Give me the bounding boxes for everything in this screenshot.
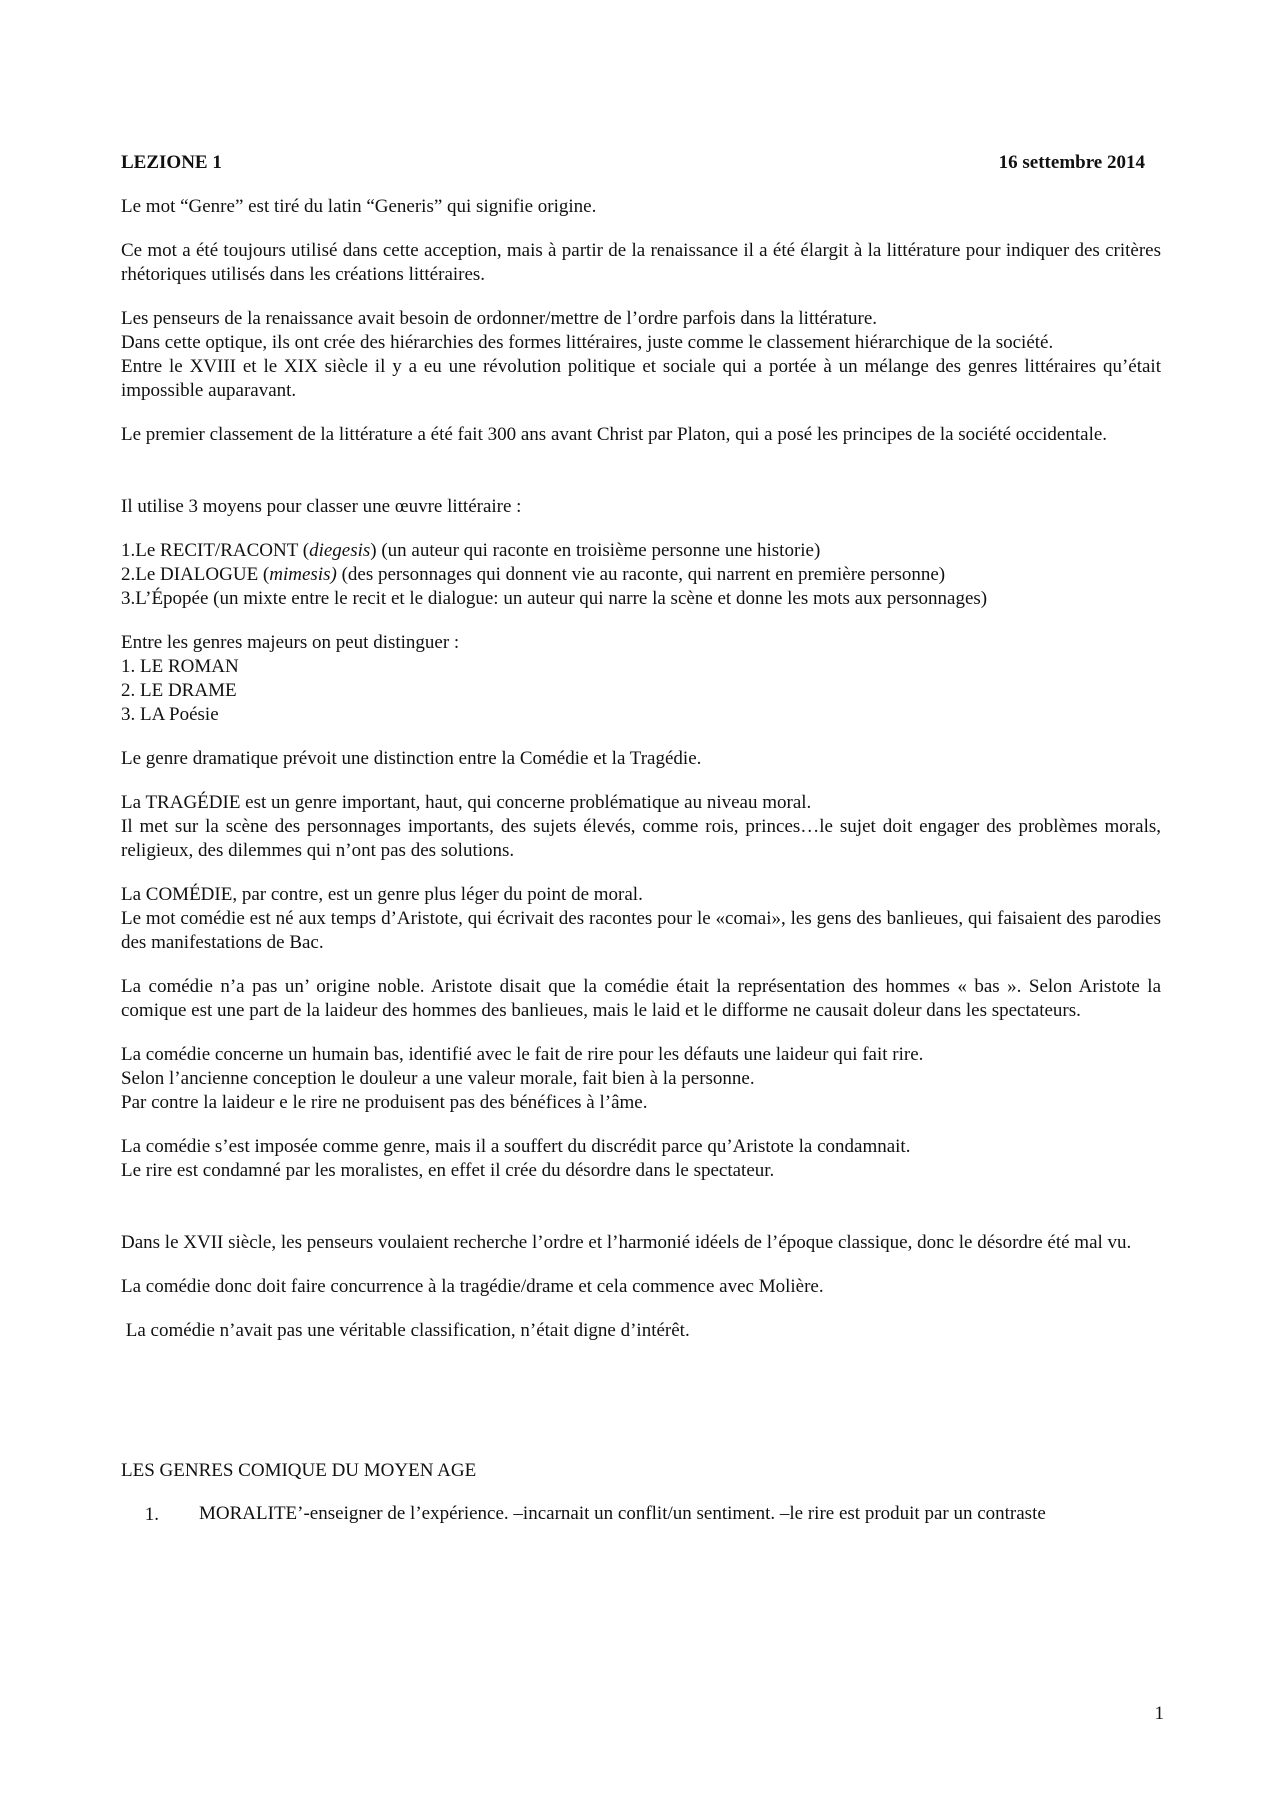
paragraph: Il met sur la scène des personnages importants, des sujets élevés, comme rois, princes…le sujet doit engager des problèmes morals, religieux, des dilemmes qui n’ont pas des solutions.: [121, 816, 1161, 861]
paragraph: La comédie donc doit faire concurrence à la tragédie/drame et cela commence avec Molière.: [121, 1276, 824, 1297]
moyens-list: [121, 539, 1161, 611]
paragraph: Le premier classement de la littérature a été fait 300 ans avant Christ par Platon, qui a posé les principes de la société occidentale.: [121, 424, 1108, 445]
paragraph: Entre les genres majeurs on peut distinguer :: [121, 632, 460, 653]
paragraph: La TRAGÉDIE est un genre important, haut, qui concerne problématique au niveau moral.: [121, 792, 812, 813]
page-number: 1: [1154, 1703, 1164, 1724]
paragraph: Le genre dramatique prévoit une distinction entre la Comédie et la Tragédie.: [121, 748, 702, 769]
lesson-date: 16 settembre 2014: [998, 152, 1145, 173]
list-item: 2.Le DIALOGUE (mimesis) (des personnages qui donnent vie au raconte, qui narrent en première personne): [121, 564, 946, 585]
paragraph: La comédie n’a pas un’ origine noble. Aristote disait que la comédie était la représentation des hommes « bas ». Selon Aristote la comique est une part de la laideur des hommes des banlieues, mais le laid et le difforme ne causait doleur dans les spectateurs.: [121, 976, 1161, 1021]
document-body: [121, 151, 1161, 1529]
list-item: 1.Le RECIT/RACONT (diegesis) (un auteur qui raconte en troisième personne une historie): [121, 540, 821, 561]
list-number: 1.: [144, 1504, 159, 1525]
paragraph: Les penseurs de la renaissance avait besoin de ordonner/mettre de l’ordre parfois dans la littérature.: [121, 308, 878, 329]
paragraph: Il utilise 3 moyens pour classer une œuvre littéraire :: [121, 496, 522, 517]
paragraph: Dans cette optique, ils ont crée des hiérarchies des formes littéraires, juste comme le classement hiérarchique de la société.: [121, 332, 1054, 353]
list-item: [121, 1503, 1161, 1529]
paragraph: Dans le XVII siècle, les penseurs voulaient recherche l’ordre et l’harmonié idéels de l’époque classique, donc le désordre été mal vu.: [121, 1232, 1132, 1253]
list-item: 2. LE DRAME: [121, 680, 237, 701]
lesson-title: LEZIONE 1: [121, 152, 222, 173]
paragraph: Le rire est condamné par les moralistes, en effet il crée du désordre dans le spectateur.: [121, 1160, 775, 1181]
paragraph: La comédie n’avait pas une véritable classification, n’était digne d’intérêt.: [121, 1320, 690, 1341]
paragraph: Par contre la laideur e le rire ne produisent pas des bénéfices à l’âme.: [121, 1092, 648, 1113]
list-item: 1. LE ROMAN: [121, 656, 239, 677]
paragraph: Ce mot a été toujours utilisé dans cette acception, mais à partir de la renaissance il a été élargit à la littérature pour indiquer des critères rhétoriques utilisés dans les créations littéraires.: [121, 240, 1161, 285]
paragraph: Le mot “Genre” est tiré du latin “Generis” qui signifie origine.: [121, 196, 597, 217]
paragraph: Entre le XVIII et le XIX siècle il y a eu une révolution politique et sociale qui a portée à un mélange des genres littéraires qu’était impossible auparavant.: [121, 356, 1161, 401]
list-item: 3. LA Poésie: [121, 704, 219, 725]
section-title: LES GENRES COMIQUE DU MOYEN AGE: [121, 1460, 477, 1481]
paragraph: La comédie concerne un humain bas, identifié avec le fait de rire pour les défauts une laideur qui fait rire.: [121, 1044, 924, 1065]
paragraph: La comédie s’est imposée comme genre, mais il a souffert du discrédit parce qu’Aristote la condamnait.: [121, 1136, 911, 1157]
paragraph: La COMÉDIE, par contre, est un genre plus léger du point de moral.: [121, 884, 643, 905]
paragraph: Selon l’ancienne conception le douleur a une valeur morale, fait bien à la personne.: [121, 1068, 755, 1089]
document-header: [121, 151, 1161, 175]
paragraph: Le mot comédie est né aux temps d’Aristote, qui écrivait des racontes pour le «comai», les gens des banlieues, qui faisaient des parodies des manifestations de Bac.: [121, 908, 1161, 953]
genres-list: [121, 655, 1161, 727]
list-item: 3.L’Épopée (un mixte entre le recit et le dialogue: un auteur qui narre la scène et donne les mots aux personnages): [121, 588, 988, 609]
list-text: MORALITE’-enseigner de l’expérience. –incarnait un conflit/un sentiment. –le rire est produit par un contraste: [199, 1503, 1046, 1524]
